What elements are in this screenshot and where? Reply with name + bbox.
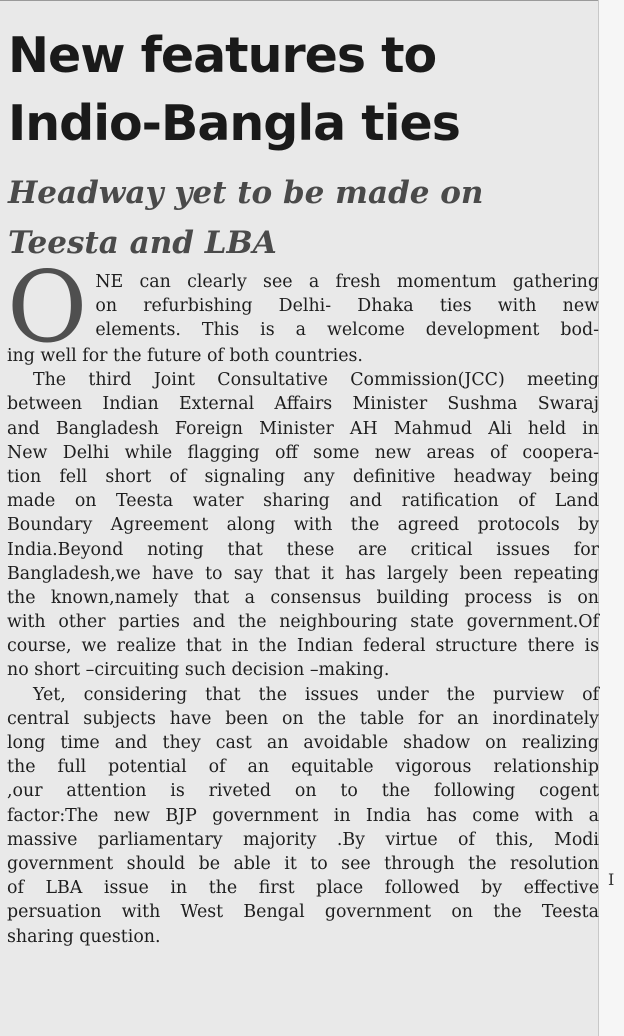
body-line: Yet, considering that the issues under the purview of bbox=[33, 684, 599, 705]
body-line: government should be able it to see through the resolution bbox=[7, 853, 599, 874]
body-line: the full potential of an equitable vigorous relationship bbox=[7, 757, 599, 778]
body-line: Boundary Agreement along with the agreed protocols by bbox=[7, 515, 599, 536]
body-line: course, we realize that in the Indian federal structure there is bbox=[7, 636, 599, 657]
body-line: ing well for the future of both countries. bbox=[7, 346, 363, 366]
body-line: on refurbishing Delhi- Dhaka ties with new bbox=[95, 296, 599, 317]
paragraph-2 bbox=[7, 368, 599, 682]
top-rule bbox=[0, 0, 598, 1]
body-line: factor:The new BJP government in India has come with a bbox=[7, 805, 599, 826]
paragraph-1 bbox=[7, 251, 599, 368]
body-line: elements. This is a welcome development bod- bbox=[95, 320, 599, 341]
body-line: Bangladesh,we have to say that it has largely been repeating bbox=[7, 563, 599, 584]
body-line: persuation with West Bengal government on the Teesta bbox=[7, 902, 599, 923]
body-line: with other parties and the neighbouring state government.Of bbox=[7, 612, 599, 633]
headline-line: New features to bbox=[8, 27, 437, 84]
paragraph-3 bbox=[7, 683, 599, 949]
subheadline-line: Headway yet to be made on bbox=[8, 175, 484, 211]
drop-cap: O bbox=[7, 251, 88, 365]
article-body bbox=[7, 251, 599, 949]
body-line: The third Joint Consultative Commission(JCC) meeting bbox=[33, 370, 599, 391]
body-line: New Delhi while flagging off some new areas of coopera- bbox=[7, 442, 599, 463]
body-line: between Indian External Affairs Minister Sushma Swaraj bbox=[7, 394, 599, 415]
adjacent-column-fragment: I bbox=[608, 870, 615, 889]
body-line: long time and they cast an avoidable shadow on realizing bbox=[7, 733, 599, 753]
body-line: the known,namely that a consensus building process is on bbox=[7, 587, 599, 608]
headline bbox=[8, 22, 598, 158]
body-line: sharing question. bbox=[7, 926, 161, 947]
body-line: of LBA issue in the first place followed by effective bbox=[7, 878, 599, 899]
headline-line: Indio-Bangla ties bbox=[8, 95, 460, 152]
subheadline-line: Teesta and LBA bbox=[8, 225, 277, 261]
body-line: NE can clearly see a fresh momentum gathering bbox=[95, 272, 599, 292]
body-line: central subjects have been on the table for an inordinately bbox=[7, 708, 599, 729]
body-line: no short –circuiting such decision –making. bbox=[7, 660, 390, 681]
subheadline bbox=[8, 168, 598, 268]
body-line: made on Teesta water sharing and ratification of Land bbox=[7, 491, 599, 512]
body-line: tion fell short of signaling any definitive headway being bbox=[7, 466, 599, 487]
body-line: India.Beyond noting that these are critical issues for bbox=[7, 539, 599, 560]
body-line: massive parliamentary majority .By virtue of this, Modi bbox=[7, 829, 599, 850]
body-line: and Bangladesh Foreign Minister AH Mahmud Ali held in bbox=[7, 418, 599, 439]
body-line: ,our attention is riveted on to the following cogent bbox=[7, 781, 599, 802]
